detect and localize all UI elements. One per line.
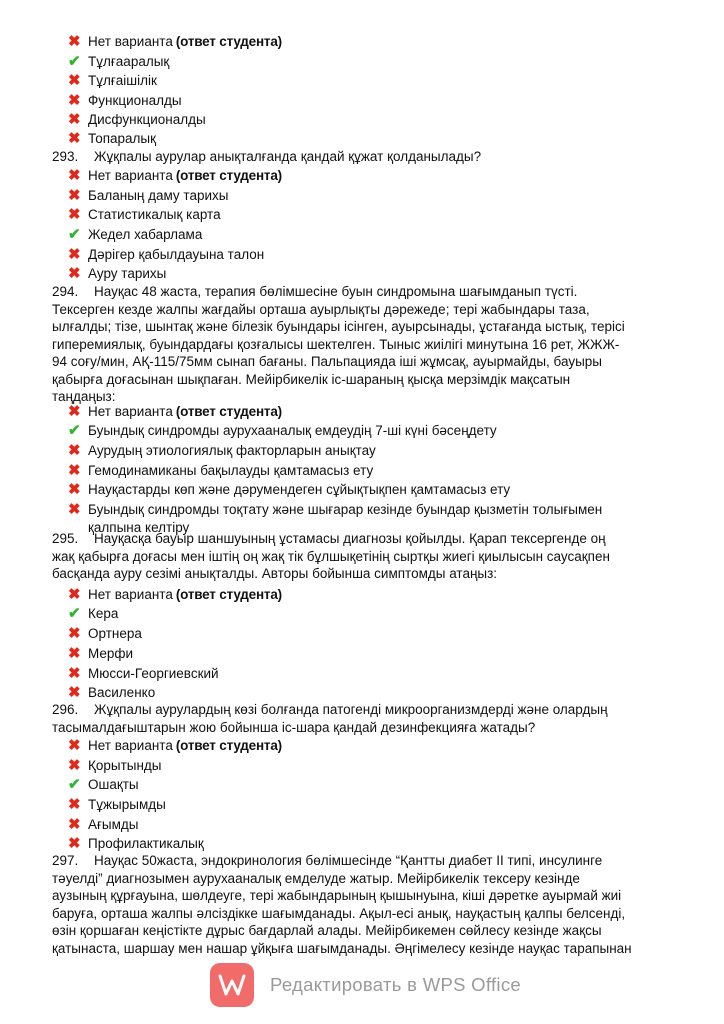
answer-text: қалпына келтіру [88,520,190,535]
answer-option [68,664,219,683]
green-check-icon: ✔ [68,53,81,70]
answer-option [68,736,282,755]
question-294 [52,283,672,406]
red-cross-icon: ✖ [68,403,81,420]
answer-option [68,91,182,110]
question-text: Науқас 48 жаста, терапия бөлімшесіне буын синдромына шағымданып түсті. [94,284,578,299]
answer-text: Нет варианта [88,587,173,602]
answer-option [68,604,118,623]
green-check-icon: ✔ [68,226,81,243]
question-number: 296. [52,702,79,717]
answer-option [68,441,376,460]
answer-option [68,644,133,663]
question-text: басқанда ауру сезімі анықталды. Авторы бойынша симптомды атаңыз: [52,566,498,581]
answer-option [68,775,139,794]
question-line [52,887,672,905]
red-cross-icon: ✖ [68,737,81,754]
question-line [52,148,672,166]
green-check-icon: ✔ [68,776,81,793]
answer-option [68,421,497,440]
answer-option [68,834,204,853]
question-296 [52,701,672,736]
answer-text: Науқастарды көп және дәрумендеген сұйықтықпен қамтамасыз ету [88,482,511,497]
question-line [52,922,672,940]
answer-option [68,186,228,205]
red-cross-icon: ✖ [68,665,81,682]
question-text: 94 соғу/мин, АҚ-115/75мм сынап бағаны. Пальпацияда іші жұмсақ, ауырмайды, бауыры [52,354,602,369]
red-cross-icon: ✖ [68,625,81,642]
question-text: баруға, орташа жалпы әлсіздікке шағымданады. Ақыл-есі анық, науқастың қалпы белсенді, [52,905,626,921]
question-line [52,371,672,389]
question-line [52,719,672,737]
green-check-icon: ✔ [68,605,81,622]
student-answer-note: (ответ студента) [175,738,282,753]
answer-text: Статистикалық карта [88,207,221,222]
answer-text: Нет варианта [88,738,173,753]
answer-text: Тұжырымды [88,797,166,812]
answer-option [68,402,282,421]
red-cross-icon: ✖ [68,246,81,263]
answer-text: Тұлғаішілік [88,73,157,88]
answer-text: Қорытынды [88,758,162,773]
answer-option [68,52,169,71]
question-line [52,940,672,958]
question-text: Жұқпалы аурулардың көзі болғанда патогенді микроорганизмдерді және олардың [94,702,608,717]
answer-text: Топаралық [88,131,157,146]
red-cross-icon: ✖ [68,33,81,50]
student-answer-note: (ответ студента) [175,168,282,183]
red-cross-icon: ✖ [68,501,81,518]
question-text: тәуелді” диагнозымен аурухааналық емделуде жатыр. Мейірбикелік тексеру кезінде [52,870,580,886]
answer-option [68,71,157,90]
red-cross-icon: ✖ [68,816,81,833]
question-line [52,701,672,719]
question-line [52,905,672,923]
green-check-icon: ✔ [68,422,81,439]
answer-option [68,205,221,224]
red-cross-icon: ✖ [68,92,81,109]
answer-text: Мюсси-Георгиевский [88,666,219,681]
question-line [52,283,672,301]
question-line [52,301,672,319]
red-cross-icon: ✖ [68,796,81,813]
answer-option [68,461,373,480]
answer-text: Нет варианта [88,404,173,419]
answer-option [68,245,264,264]
red-cross-icon: ✖ [68,645,81,662]
red-cross-icon: ✖ [68,442,81,459]
question-line [52,336,672,354]
question-text: гиперемиялық, буындардағы қозғалысы шектелген. Тыныс жиілігі минутына 16 рет, ЖЖЖ- [52,336,620,352]
question-number: 294. [52,284,79,299]
red-cross-icon: ✖ [68,130,81,147]
question-number: 293. [52,149,79,164]
answer-text: Буындық синдромды тоқтату және шығарар кезінде буындар қызметін толығымен [88,502,603,517]
question-295 [52,530,672,583]
red-cross-icon: ✖ [68,206,81,223]
red-cross-icon: ✖ [68,187,81,204]
answer-option [68,110,206,129]
question-line [52,530,672,548]
answer-text: Василенко [88,685,156,700]
question-text: аузының құрғауына, шөлдеуге, тері жабындарының қышынуына, кіші дәретке ауырмай жиі [52,888,622,903]
red-cross-icon: ✖ [68,167,81,184]
student-answer-note: (ответ студента) [175,587,282,602]
answer-text: Нет варианта [88,34,173,49]
answer-option [68,32,282,51]
question-text: Тексерген кезде жалпы жағдайы орташа ауырлықты дәрежеде; тері жабындары таза, [52,301,590,317]
answer-text: Нет варианта [88,168,173,183]
question-text: жақ қабырға доғасы мен іштің оң жақ тік бұлшықетінің сыртқы жиегі қиылысын саусақпен [52,548,610,564]
answer-option [68,585,282,604]
answer-option [68,166,282,185]
question-text: Жұқпалы аурулар анықталғанда қандай құжат қолданылады? [94,149,482,164]
answer-text: Ағымды [88,817,139,832]
answer-text: Аурудың этиологиялық факторларын анықтау [88,443,376,458]
student-answer-note: (ответ студента) [175,404,282,419]
wps-edit-label[interactable]: Редактировать в WPS Office [270,974,521,995]
student-answer-note: (ответ студента) [175,34,282,49]
answer-option [68,500,602,519]
red-cross-icon: ✖ [68,684,81,701]
question-text: Науқасқа бауыр шаншуының ұстамасы диагнозы қойылды. Қарап тексергенде оң [94,531,606,546]
question-number: 295. [52,531,79,546]
answer-option [68,795,166,814]
red-cross-icon: ✖ [68,757,81,774]
answer-option [68,683,155,702]
question-line [52,318,672,336]
question-line [52,870,672,888]
question-text: қатынаста, шаршау мен нашар ұйқыға шағымданады. Әңгімелесу кезінде науқас тарапынан [52,940,632,956]
wps-edit-banner[interactable] [210,962,540,1008]
question-line [52,353,672,371]
answer-option [68,624,142,643]
answer-option [68,129,156,148]
answer-text: Профилактикалық [88,836,204,851]
answer-option [68,225,202,244]
question-text: өзін қоршаған кеңістікте дұрыс бағдарлай алады. Мейірбикемен сөйлесу кезінде жақсы [52,923,602,938]
red-cross-icon: ✖ [68,835,81,852]
answer-text: Ошақты [88,777,139,792]
red-cross-icon: ✖ [68,72,81,89]
wps-logo-icon [210,963,254,1007]
answer-option [68,756,162,775]
answer-option [68,480,510,499]
answer-text: Баланың даму тарихы [88,188,229,203]
answer-text: Жедел хабарлама [88,227,203,242]
red-cross-icon: ✖ [68,481,81,498]
question-number: 297. [52,853,79,868]
question-line [52,852,672,870]
question-text: Науқас 50жаста, эндокринология бөлімшесінде “Қантты диабет II типі, инсулинге [94,853,603,868]
answer-text: Тұлғааралық [88,54,170,69]
question-text: қабырға доғасынан шықпаған. Мейірбикелік іс-шараның қысқа мерзімдік мақсатын [52,371,571,387]
answer-text: Ортнера [88,626,142,641]
answer-text: Гемодинамиканы бақылауды қамтамасыз ету [88,463,374,478]
red-cross-icon: ✖ [68,111,81,128]
answer-option [68,815,139,834]
red-cross-icon: ✖ [68,462,81,479]
red-cross-icon: ✖ [68,586,81,603]
answer-text: Мерфи [88,646,134,661]
red-cross-icon: ✖ [68,265,81,282]
answer-text: Дәрігер қабылдауына талон [88,247,265,262]
question-293 [52,148,672,166]
answer-text: Дисфункционалды [88,112,206,127]
answer-text: Кера [88,606,119,621]
question-text: ылғалды; тізе, шынтақ және білезік буындары ісінген, ауырсынады, ұстағанда ыстық, терісі [52,319,625,334]
answer-text: Функционалды [88,93,182,108]
answer-text: Ауру тарихы [88,266,167,281]
question-297 [52,852,672,957]
answer-text: Буындық синдромды аурухааналық емдеудің 7-ші күні бәсеңдету [88,423,497,438]
question-text: таңдаңыз: [52,389,116,404]
question-text: тасымалдағыштарын жою бойынша іс-шара қандай дезинфекцияға жатады? [52,719,536,735]
question-line [52,565,672,583]
question-line [52,548,672,566]
answer-option [68,264,166,283]
